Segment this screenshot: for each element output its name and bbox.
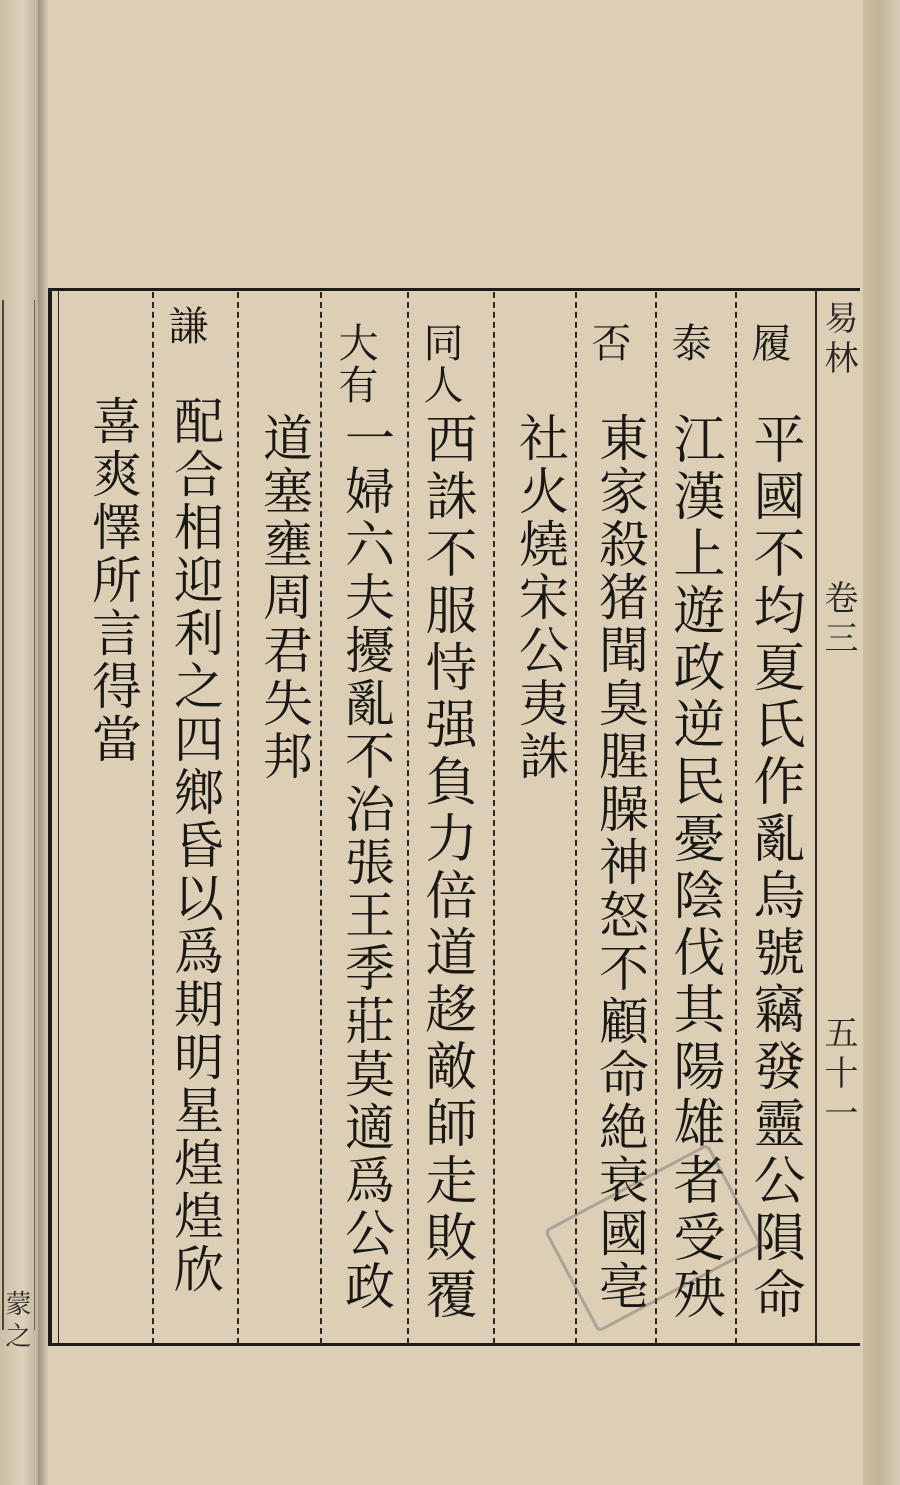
- hexagram-name: 謙: [162, 305, 208, 347]
- book-title: 易林: [818, 300, 858, 380]
- verse: 江漢上遊政逆民憂陰伐其陽雄者受殃: [664, 412, 724, 1324]
- hexagram-name: 履: [745, 322, 791, 364]
- verse-block: [243, 412, 403, 1342]
- volume-label: 卷三: [818, 580, 858, 660]
- verse: 平國不均夏氏作亂烏號竊發靈公隕命: [744, 412, 804, 1324]
- verse: 一婦六夫擾亂不治張王季莊莫適爲公政道塞壅周君失邦: [255, 412, 395, 1313]
- verse-block: [72, 395, 232, 1340]
- column-divider: [493, 292, 495, 1344]
- hexagram-name: 泰: [665, 322, 711, 364]
- verse: 西誅不服恃强負力倍道趍敵師走敗覆: [416, 412, 476, 1324]
- facing-page-text: 蒙之: [1, 1290, 31, 1354]
- margin-column: [815, 288, 862, 1346]
- facing-page-edge: [0, 0, 40, 1485]
- book-gutter: [38, 0, 48, 1485]
- hexagram-name: 否: [585, 322, 631, 364]
- hexagram-name: 大有: [332, 322, 378, 406]
- facing-page-frame: [2, 300, 35, 1330]
- verse: 東家殺猪聞臭腥臊神怒不顧命絶衰國亳社火燒宋公夷誅: [511, 412, 649, 1313]
- page-edge: [863, 0, 900, 1485]
- hexagram-name: 同人: [417, 322, 463, 406]
- column-divider: [735, 292, 737, 1344]
- column-divider: [407, 292, 409, 1344]
- verse: 配合相迎利之四鄉昏以爲期明星煌煌欣喜爽懌所言得當: [84, 395, 224, 1296]
- column-divider: [237, 292, 239, 1344]
- page-number: 五十一: [818, 1015, 858, 1135]
